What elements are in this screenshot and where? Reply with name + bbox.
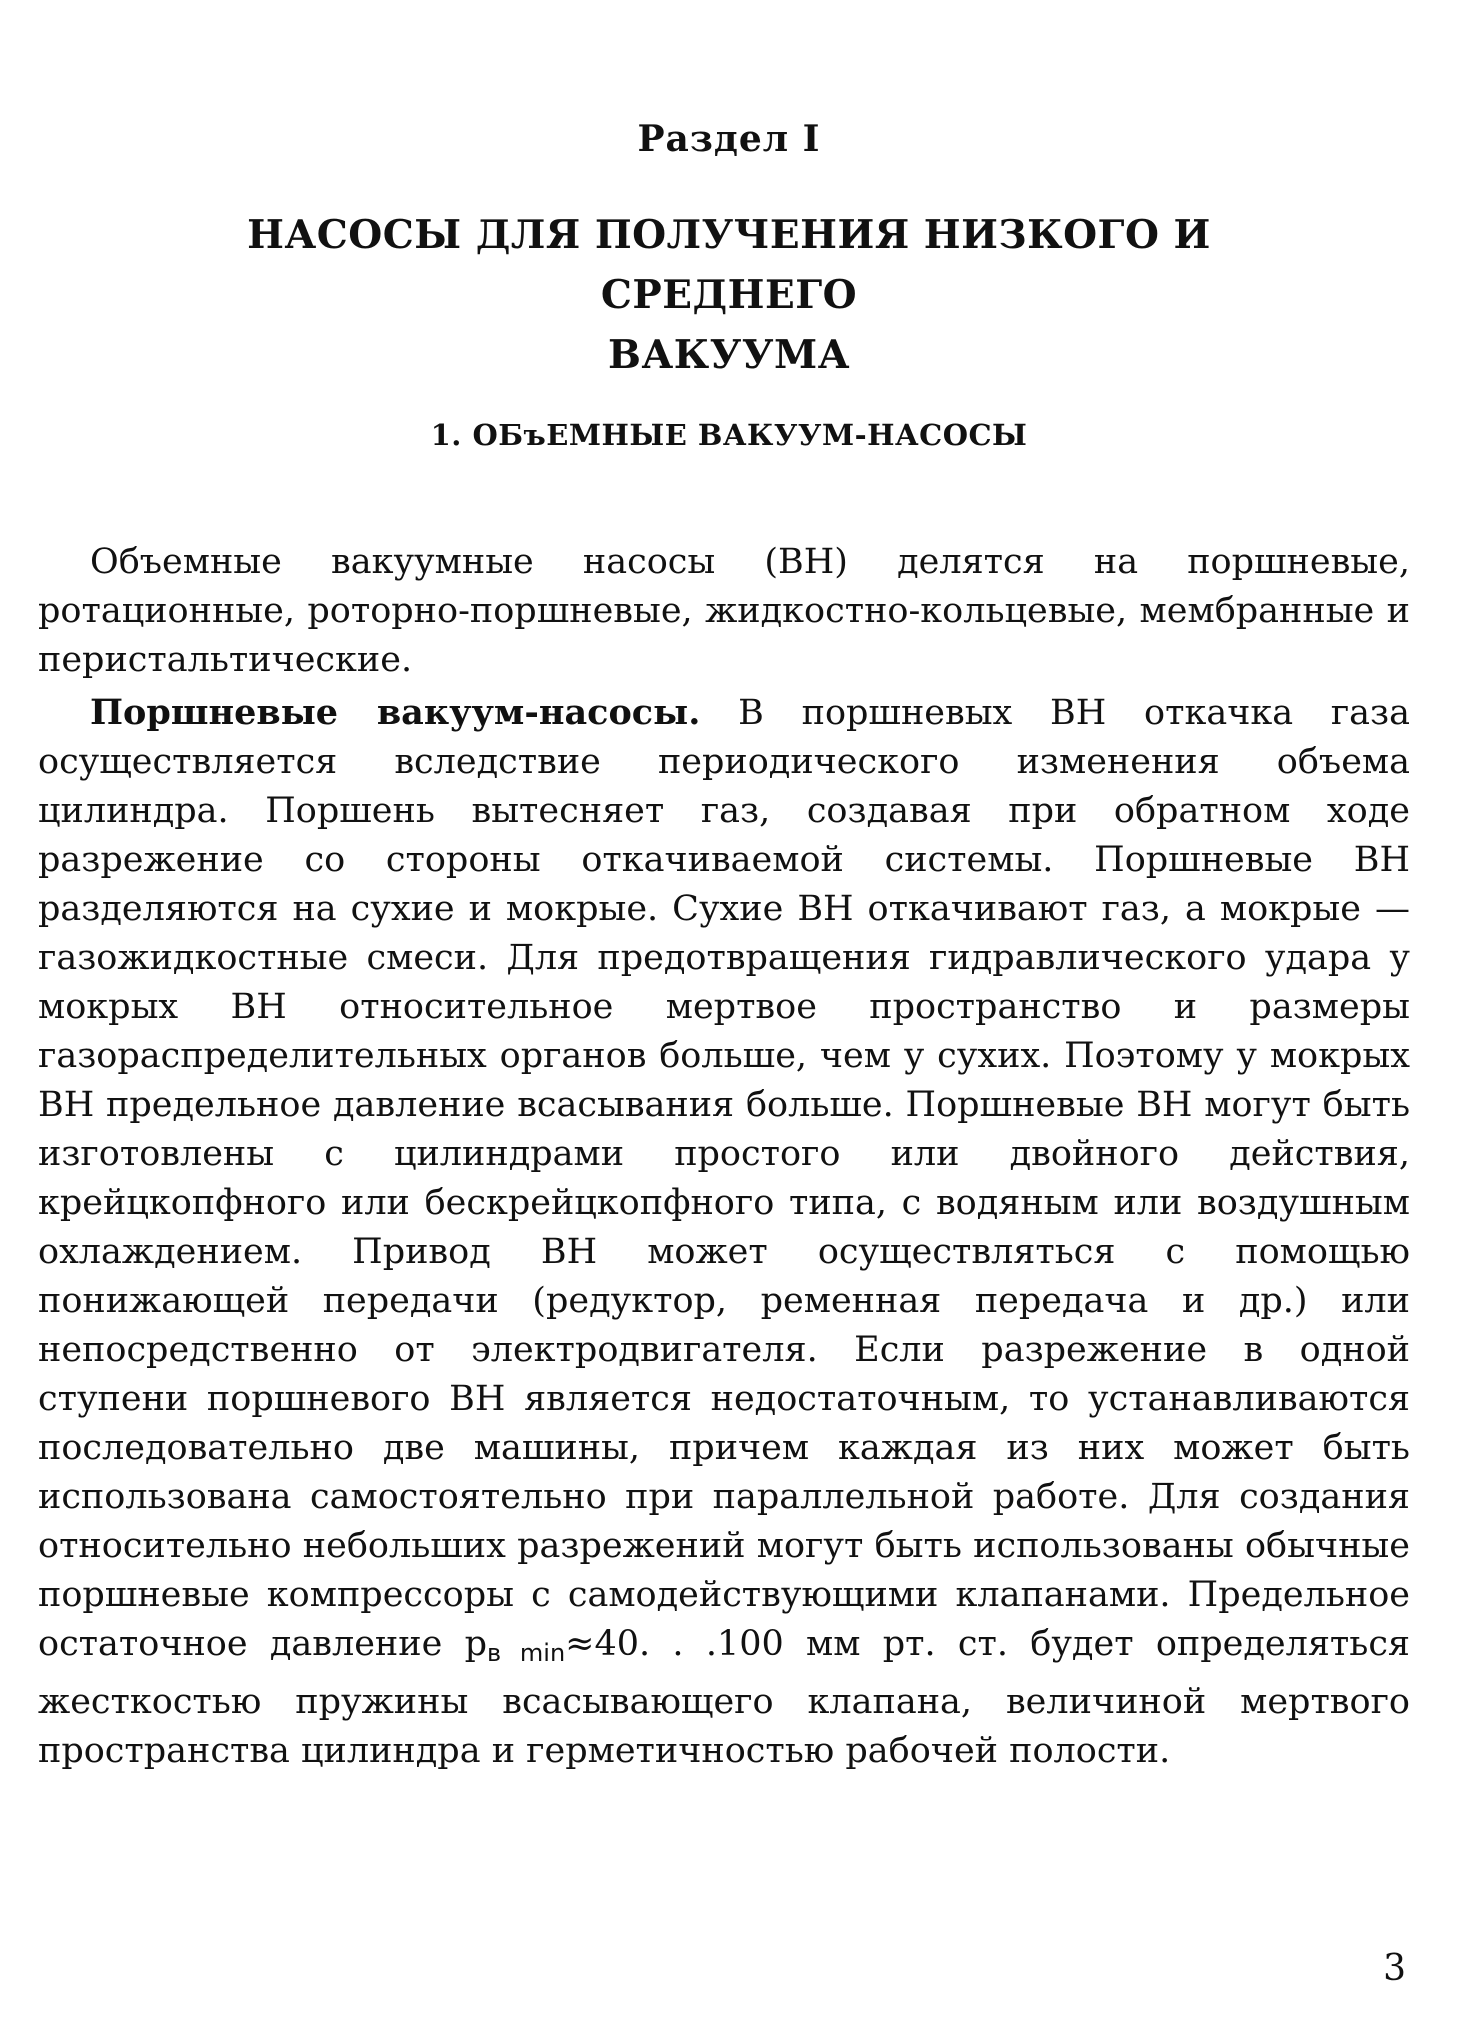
page-title [140,205,1318,385]
paragraph-text-part1: В поршневых ВН откачка газа осуществляется вследствие периодического изменения объема цилиндра. Поршень вытесняет газ, создавая при обратном ходе разрежение со стороны откачиваемой системы. Поршневые ВН разделяются на сухие и мокрые. Сухие ВН откачивают газ, а мокрые — газожидкостные смеси. Для предотвращения гидравлического удара у мокрых ВН относительное мертвое пространство и размеры газораспределительных органов больше, чем у сухих. Поэтому у мокрых ВН предельное давление всасывания больше. Поршневые ВН могут быть изготовлены с цилиндрами простого или двойного действия, крейцкопфного или бескрейцкопфного типа, с водяным или воздушным охлаждением. Привод ВН может осуществляться с помощью понижающей передачи (редуктор, ременная передача и др.) или непосредственно от электродвигателя. Если разрежение в одной ступени поршневого ВН является недостаточным, то устанавливаются последовательно две машины, причем каждая из них может быть использована самостоятельно при параллельной работе. Для создания относительно небольших разрежений могут быть использованы обычные поршневые компрессоры с самодействующими клапанами. Предельное остаточное давление [38,693,1410,1664]
run-in-heading: Поршневые вакуум-насосы. [90,692,701,733]
pressure-subscript: в min [486,1639,566,1667]
pressure-symbol: p [464,1624,487,1664]
paragraph-piston-pumps [38,688,1410,1776]
page-number: 3 [1383,1948,1406,1989]
chapter-heading: 1. ОБъЕМНЫЕ ВАКУУМ-НАСОСЫ [430,418,1028,452]
paragraph-intro: Объемные вакуумные насосы (ВН) делятся на поршневые, ротационные, роторно-поршневые, жидкостно-кольцевые, мембранные и перистальтические. [38,542,1410,680]
title-line-2: ВАКУУМА [608,332,850,378]
section-label: Раздел I [637,118,821,160]
paragraph-text-part2: ≈40. . .100 мм рт. ст. будет определяться жесткостью пружины всасывающего клапана, величиной мертвого пространства цилиндра и герметичностью рабочей полости. [38,1624,1411,1771]
title-line-1: НАСОСЫ ДЛЯ ПОЛУЧЕНИЯ НИЗКОГО И СРЕДНЕГО [247,212,1211,318]
